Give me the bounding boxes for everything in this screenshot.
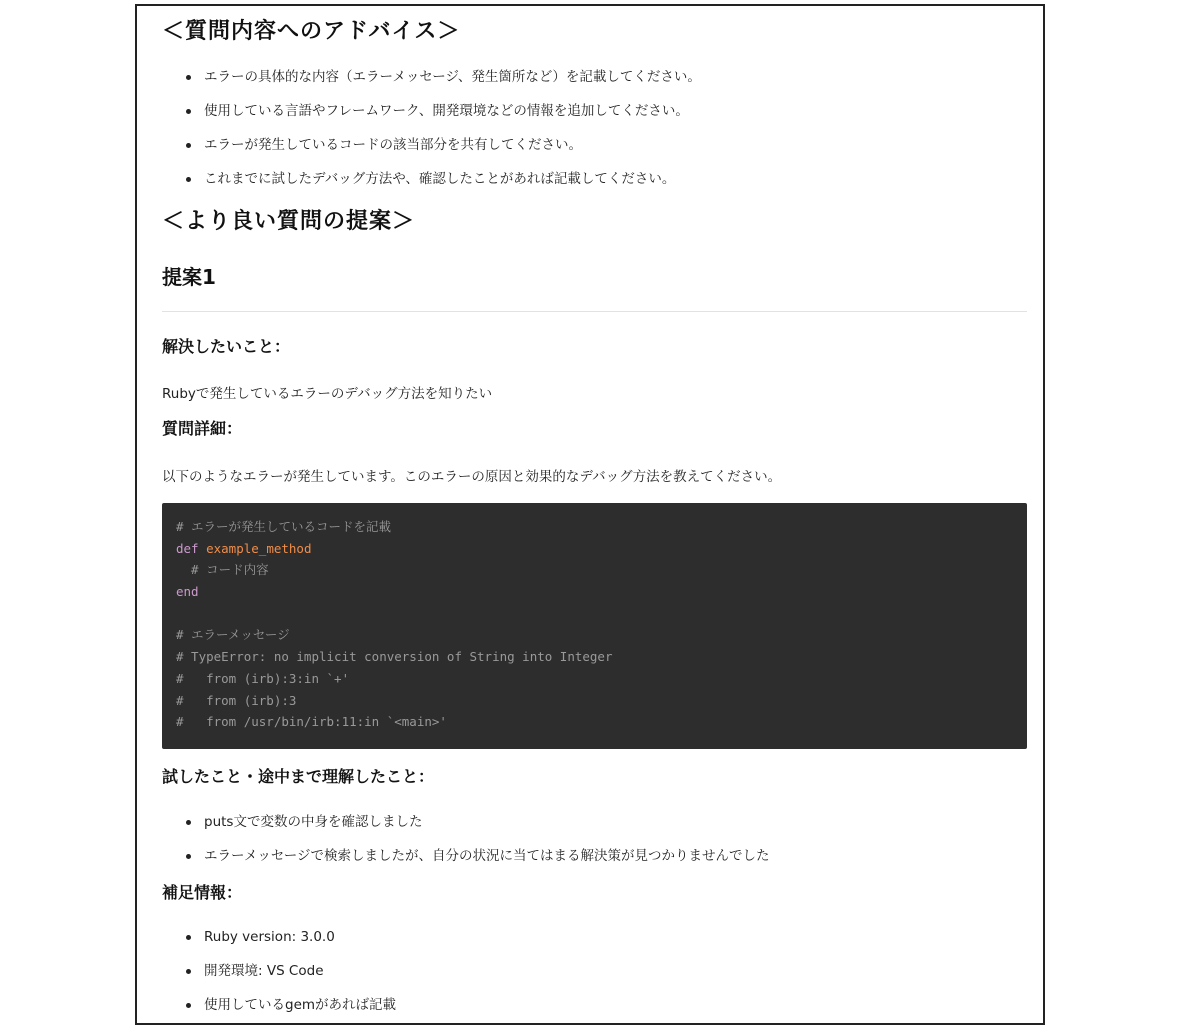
tried-label: 試したこと・途中まで理解したこと： xyxy=(162,767,435,786)
list-item: 使用しているgemがあれば記載 xyxy=(162,995,396,1025)
list-item: 使用している言語やフレームワーク、開発環境などの情報を追加してください。 xyxy=(162,101,701,135)
detail-label: 質問詳細： xyxy=(162,419,243,438)
code-line: # TypeError: no implicit conversion of String into Integer xyxy=(176,649,613,665)
goal-label: 解決したいこと： xyxy=(162,337,291,356)
info-label: 補足情報： xyxy=(162,883,243,902)
info-list xyxy=(162,927,396,1025)
list-item: エラーの具体的な内容（エラーメッセージ、発生箇所など）を記載してください。 xyxy=(162,67,701,101)
goal-text: Rubyで発生しているエラーのデバッグ方法を知りたい xyxy=(162,386,493,402)
divider xyxy=(162,311,1027,312)
list-item: これまでに試したデバッグ方法や、確認したことがあれば記載してください。 xyxy=(162,169,701,203)
code-function-name: example_method xyxy=(206,540,312,556)
proposal-title: 提案1 xyxy=(162,265,216,289)
list-item: 開発環境: VS Code xyxy=(162,961,396,995)
code-blank-line xyxy=(176,603,1013,625)
list-item: puts文で変数の中身を確認しました xyxy=(162,812,770,846)
code-line xyxy=(176,538,1013,560)
advice-list xyxy=(162,67,701,203)
code-line: end xyxy=(176,584,199,600)
suggestion-heading: ＜より良い質問の提案＞ xyxy=(162,209,416,234)
list-item: Ruby version: 3.0.0 xyxy=(162,927,396,961)
advice-heading: ＜質問内容へのアドバイス＞ xyxy=(162,19,461,44)
code-block[interactable] xyxy=(162,503,1027,749)
list-item: エラーメッセージで検索しましたが、自分の状況に当てはまる解決策が見つかりませんでした xyxy=(162,846,770,880)
code-line: # エラーメッセージ xyxy=(176,627,290,643)
detail-text: 以下のようなエラーが発生しています。このエラーの原因と効果的なデバッグ方法を教えてください。 xyxy=(162,469,782,485)
code-line: # from (irb):3 xyxy=(176,692,297,708)
list-item: エラーが発生しているコードの該当部分を共有してください。 xyxy=(162,135,701,169)
tried-list xyxy=(162,812,770,880)
code-keyword: def xyxy=(176,540,199,556)
code-line: # コード内容 xyxy=(176,562,269,578)
code-line: # from /usr/bin/irb:11:in `<main>' xyxy=(176,714,447,730)
code-line: # from (irb):3:in `+' xyxy=(176,670,350,686)
code-line: # エラーが発生しているコードを記載 xyxy=(176,519,392,534)
content-frame xyxy=(135,4,1045,1025)
